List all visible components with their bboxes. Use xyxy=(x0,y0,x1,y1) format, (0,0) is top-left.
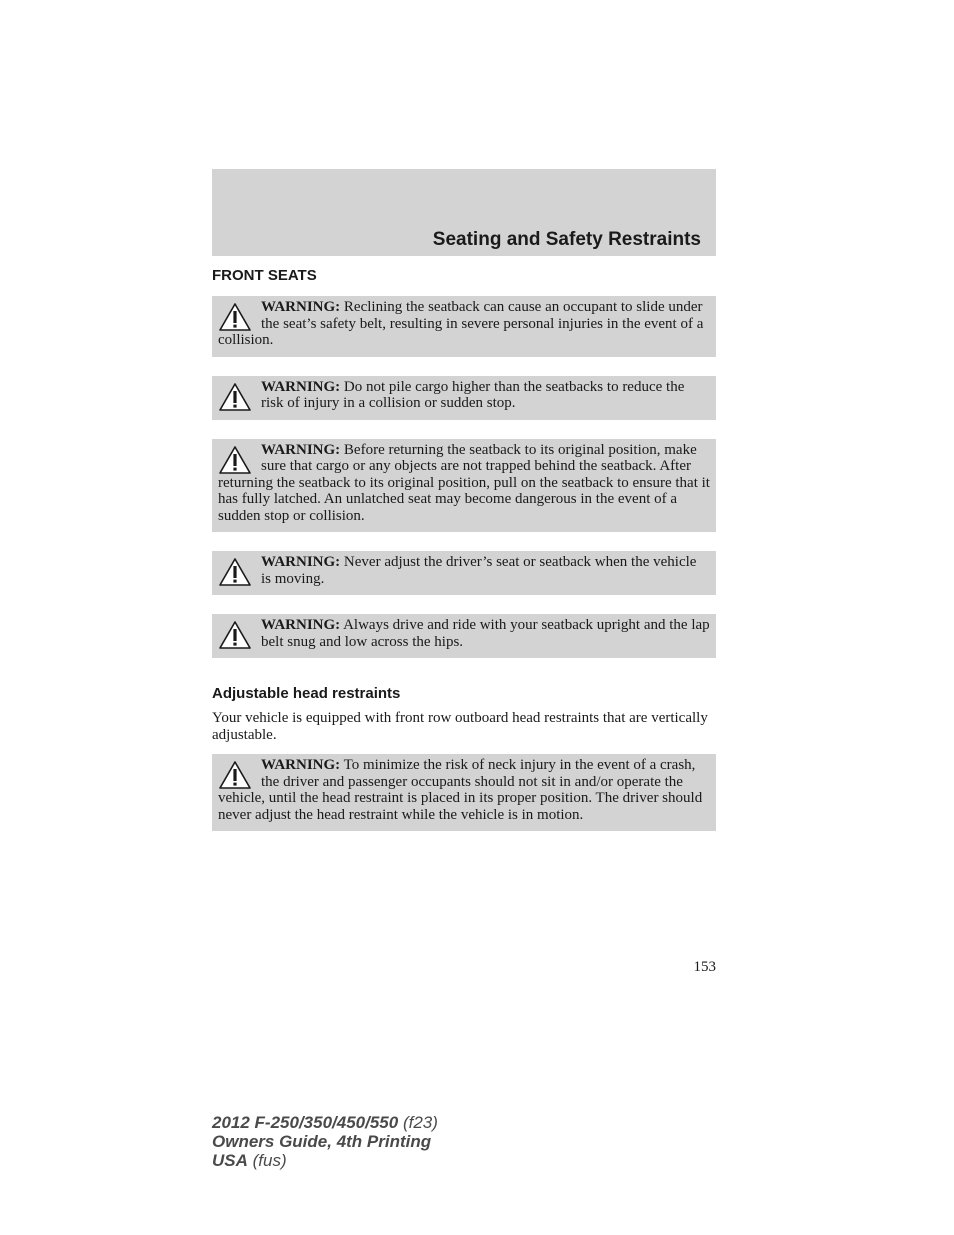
warning-label: WARNING: xyxy=(261,554,341,570)
footer-region: USA xyxy=(212,1151,248,1170)
warning-box xyxy=(212,439,716,533)
footer-line-edition xyxy=(212,1132,438,1151)
warning-text: Do not pile cargo higher than the seatbacks to reduce the risk of injury in a collision or sudden stop. xyxy=(261,378,685,411)
warning-triangle-icon xyxy=(218,302,252,332)
footer-line-model xyxy=(212,1113,438,1132)
section-heading: FRONT SEATS xyxy=(212,267,317,284)
warning-label: WARNING: xyxy=(261,299,341,315)
footer-region-code: (fus) xyxy=(247,1151,287,1170)
warning-text: Reclining the seatback can cause an occupant to slide under the seat’s safety belt, resulting in severe personal injuries in the event of a collision. xyxy=(218,299,704,348)
footer-model-code: (f23) xyxy=(398,1113,438,1132)
warning-label: WARNING: xyxy=(261,378,341,395)
page-content xyxy=(212,266,716,850)
warning-text: Never adjust the driver’s seat or seatback when the vehicle is moving. xyxy=(261,554,697,587)
warning-box xyxy=(212,296,716,357)
warning-triangle-icon xyxy=(218,620,252,650)
warning-box xyxy=(212,551,716,595)
warning-triangle-icon xyxy=(218,760,252,790)
warning-text: Always drive and ride with your seatback upright and the lap belt snug and low across the hips. xyxy=(261,617,710,650)
body-paragraph: Your vehicle is equipped with front row outboard head restraints that are vertically adjustable. xyxy=(212,710,708,743)
page-number: 153 xyxy=(693,959,716,975)
warning-text: To minimize the risk of neck injury in the event of a crash, the driver and passenger occupants should not sit in and/or operate the vehicle, until the head restraint is placed in its proper position. The driver should never adjust the head restraint while the vehicle is in motion. xyxy=(218,757,703,823)
warning-triangle-icon xyxy=(218,445,252,475)
warning-box xyxy=(212,754,716,831)
warning-triangle-icon xyxy=(218,382,252,412)
warning-text: Before returning the seatback to its original position, make sure that cargo or any objects are not trapped behind the seatback. After returning the seatback to its original position, pull on the seatback to ensure that it has fully latched. An unlatched seat may become dangerous in the event of a sudden stop or collision. xyxy=(218,441,710,524)
warning-box xyxy=(212,614,716,658)
chapter-title: Seating and Safety Restraints xyxy=(432,229,701,250)
warning-triangle-icon xyxy=(218,557,252,587)
chapter-header-band xyxy=(212,169,716,256)
warning-label: WARNING: xyxy=(261,441,341,458)
footer-line-region xyxy=(212,1151,438,1170)
footer-edition: Owners Guide, 4th Printing xyxy=(212,1132,432,1151)
subsection-heading: Adjustable head restraints xyxy=(212,685,401,702)
warning-label: WARNING: xyxy=(261,757,341,773)
warning-label: WARNING: xyxy=(261,617,341,633)
footer-model: 2012 F-250/350/450/550 xyxy=(212,1113,399,1132)
warning-box xyxy=(212,376,716,420)
document-footer xyxy=(212,1113,438,1170)
